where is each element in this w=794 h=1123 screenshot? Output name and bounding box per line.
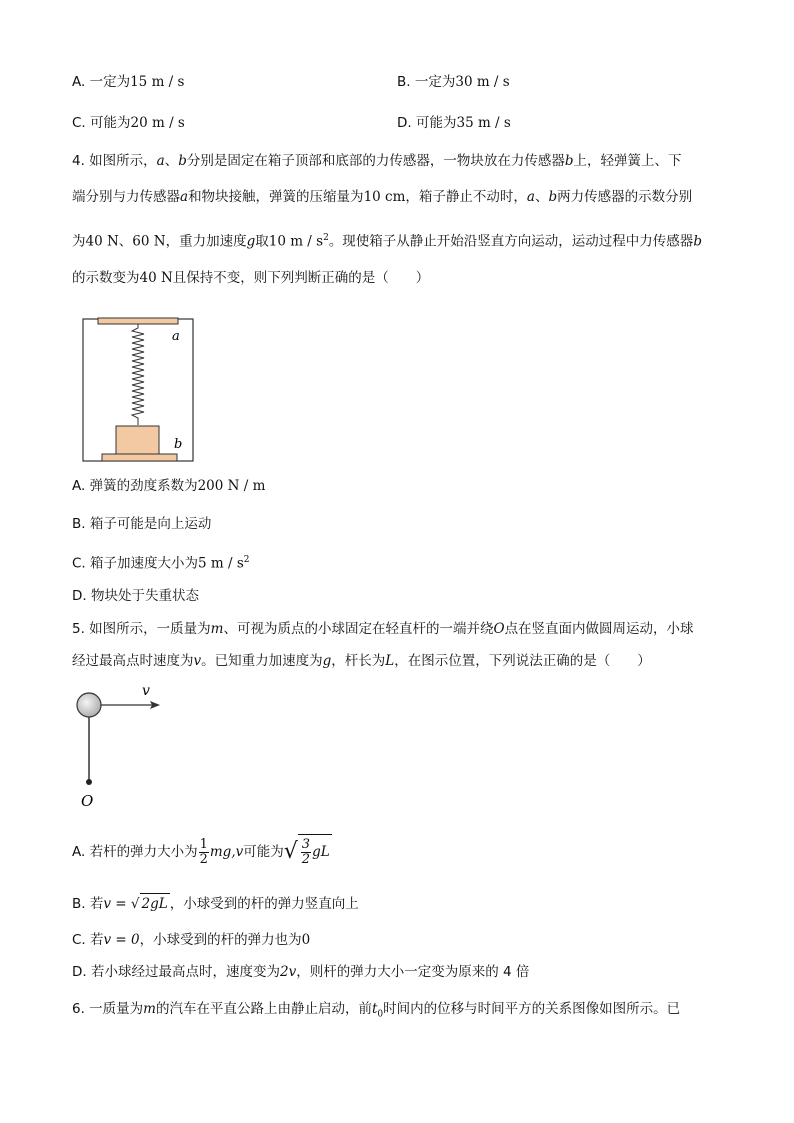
label-a: a: [172, 329, 180, 344]
q4-option-c[interactable]: C. 箱子加速度大小为5 m / $s^2$: [72, 555, 250, 572]
block: [116, 426, 159, 454]
q6-stem-line-1: 6. 一质量为m的汽车在平直公路上由静止启动，前$t_0$时间内的位移与时间平方的关系图像如图所示。已: [72, 1001, 681, 1020]
q4-option-a[interactable]: A. 弹簧的劲度系数为200 N / m: [72, 478, 266, 494]
q3-option-c[interactable]: [72, 113, 185, 133]
option-letter: D.: [397, 115, 412, 131]
var-b: b: [564, 153, 574, 169]
q5-option-a[interactable]: A. 若杆的弹力大小为 $\frac{1}{2}$ mg,v可能为√ $\frac{3}{2}$ gL: [72, 834, 332, 869]
sensor-a: [98, 318, 178, 324]
var-a: a: [526, 189, 535, 205]
ball: [77, 693, 101, 717]
var-b: b: [548, 189, 558, 205]
option-value: 35 m / s: [456, 115, 511, 131]
option-letter: B.: [397, 74, 411, 90]
q4-stem-line-4: 的示数变为40 N且保持不变，则下列判断正确的是（ ）: [72, 270, 430, 286]
label-b: b: [174, 437, 183, 452]
q5-option-d[interactable]: D. 若小球经过最高点时，速度变为2v，则杆的弹力大小一定变为原来的 4 倍: [72, 964, 530, 980]
q5-option-c[interactable]: C. 若v = 0，小球受到的杆的弹力也为0: [72, 932, 311, 948]
q3-option-d[interactable]: [397, 113, 511, 133]
sensor-b: [102, 454, 177, 461]
label-v: v: [142, 683, 150, 699]
spring: [132, 324, 144, 425]
q4-option-d[interactable]: D. 物块处于失重状态: [72, 588, 199, 604]
option-text: 可能为: [90, 115, 131, 131]
pivot-point: [86, 779, 92, 785]
q4-stem-line-1: 4. 如图所示，a、b分别是固定在箱子顶部和底部的力传感器，一物块放在力传感器b上，轻弹簧上、下: [72, 153, 682, 169]
var-b: b: [693, 233, 702, 250]
var-g: g: [246, 233, 256, 250]
q3-option-a[interactable]: [72, 72, 184, 92]
option-value: 20 m / s: [130, 115, 185, 131]
q4-stem-line-2: 端分别与力传感器a和物块接触，弹簧的压缩量为10 cm，箱子静止不动时，a、b两力传感器的示数分别: [72, 189, 693, 205]
var-a: a: [180, 189, 189, 205]
option-value: 30 m / s: [455, 74, 510, 90]
option-letter: C.: [72, 115, 86, 131]
var-b: b: [178, 153, 187, 169]
q5-stem-line-2: 经过最高点时速度为v。已知重力加速度为g，杆长为L，在图示位置，下列说法正确的是（ ）: [72, 653, 651, 669]
option-text: 一定为: [414, 74, 456, 90]
q3-option-b[interactable]: [397, 72, 510, 92]
q4-box-figure: [80, 314, 200, 464]
q5-rod-figure: [70, 680, 180, 810]
label-O: O: [81, 792, 94, 810]
q5-stem-line-1: 5. 如图所示，一质量为m、可视为质点的小球固定在轻直杆的一端并绕O点在竖直面内做圆周运动，小球: [72, 621, 694, 637]
option-text: 可能为: [415, 115, 457, 131]
option-value: 15 m / s: [130, 74, 185, 90]
q4-option-b[interactable]: B. 箱子可能是向上运动: [72, 516, 212, 532]
var-a: a: [156, 153, 165, 169]
option-text: 一定为: [89, 74, 131, 90]
q4-stem-line-3: 为40 N、60 N，重力加速度g取10 m / $s^2$。现使箱子从静止开始沿竖直方向运动，运动过程中力传感器b: [72, 233, 702, 250]
option-letter: A.: [72, 74, 86, 90]
q5-option-b[interactable]: B. 若v = √ 2gL ，小球受到的杆的弹力竖直向上: [72, 893, 359, 914]
